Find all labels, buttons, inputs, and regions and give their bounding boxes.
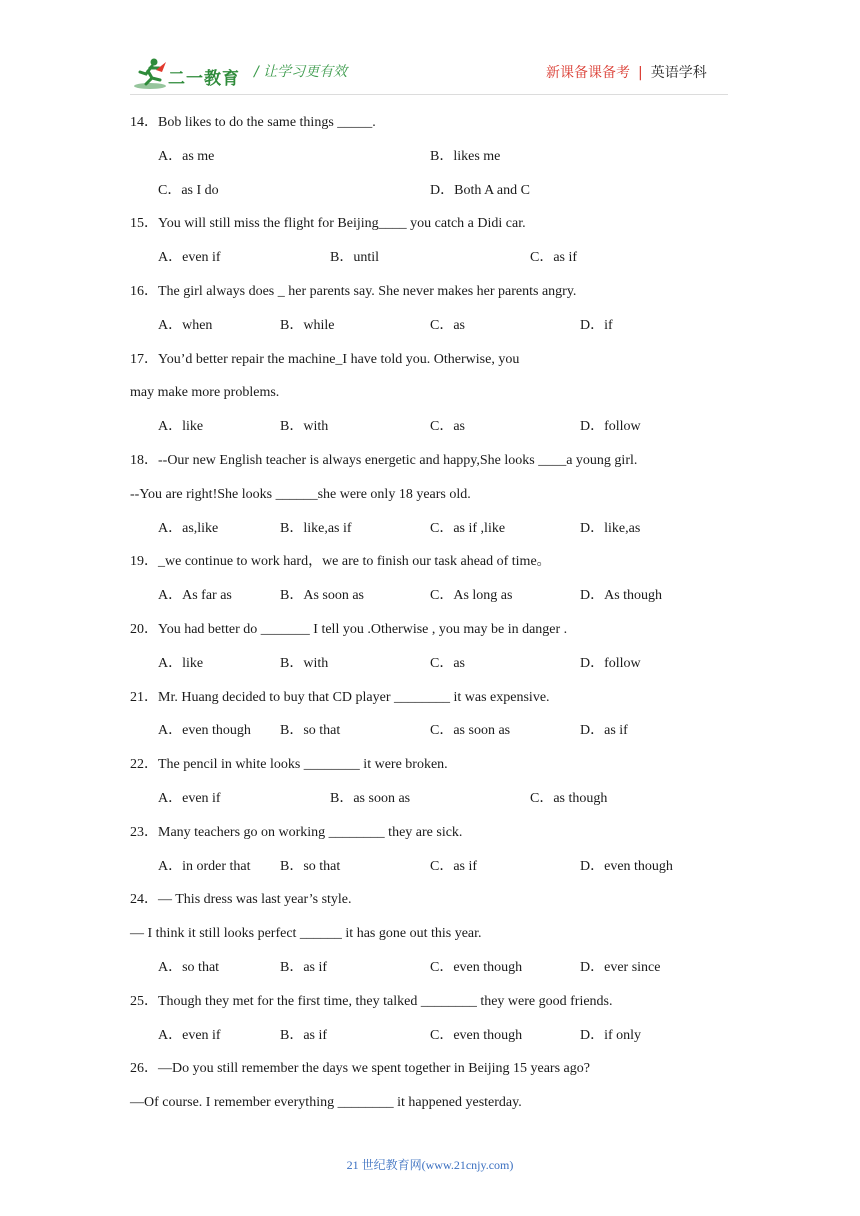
question-stem-continued: --You are right!She looks ______she were only 18 years old. <box>130 487 471 502</box>
answer-option: D．follow <box>580 419 641 434</box>
answer-option: C．as if ,like <box>430 521 506 536</box>
answer-option: D．ever since <box>580 960 661 975</box>
question-stem: 24．— This dress was last year’s style. <box>130 892 352 907</box>
question-stem: 15．You will still miss the flight for Beijing____ you catch a Didi car. <box>130 216 526 231</box>
answer-option: D．like,as <box>580 521 641 536</box>
question-stem: 17．You’d better repair the machine_I have told you. Otherwise, you <box>130 352 520 367</box>
answer-option: B．as soon as <box>330 791 411 806</box>
answer-option: D．even though <box>580 859 673 874</box>
question-stem: 22．The pencil in white looks ________ it were broken. <box>130 757 448 772</box>
answer-option: A．even if <box>158 791 221 806</box>
question-stem: 19．_we continue to work hard，we are to finish our task ahead of time。 <box>130 554 551 569</box>
answer-option: D．if only <box>580 1028 642 1043</box>
answer-option: D．if <box>580 318 613 333</box>
question-stem: 20．You had better do _______ I tell you .Otherwise , you may be in danger . <box>130 622 568 637</box>
answer-option: B．so that <box>280 859 341 874</box>
answer-option: C．as soon as <box>430 723 511 738</box>
answer-option: D．As though <box>580 588 663 603</box>
question-stem: 18．--Our new English teacher is always energetic and happy,She looks ____a young girl. <box>130 453 638 468</box>
answer-option: D．follow <box>580 656 641 671</box>
answer-option: A．so that <box>158 960 220 975</box>
answer-option: D．as if <box>580 723 628 738</box>
question-stem-continued: — I think it still looks perfect ______ it has gone out this year. <box>130 926 482 941</box>
slogan: / 让学习更有效 <box>254 64 348 80</box>
answer-option: A．even though <box>158 723 251 738</box>
subject-label: 英语学科 <box>650 65 707 81</box>
logo-text: 二一教育 <box>168 69 240 89</box>
answer-option: B．with <box>280 656 329 671</box>
answer-option: C．as though <box>530 791 608 806</box>
question-stem: 21．Mr. Huang decided to buy that CD player ________ it was expensive. <box>130 690 550 705</box>
answer-option: C．as if <box>530 250 578 265</box>
header-right <box>546 62 707 82</box>
answer-option: C．even though <box>430 960 523 975</box>
header-rule <box>130 94 728 95</box>
answer-option: B．with <box>280 419 329 434</box>
answer-option: A．in order that <box>158 859 251 874</box>
answer-option: A．even if <box>158 250 221 265</box>
answer-option: A．as,like <box>158 521 219 536</box>
answer-option: B．likes me <box>430 149 501 164</box>
answer-option: B．until <box>330 250 380 265</box>
page-header <box>0 0 860 100</box>
question-stem-continued: —Of course. I remember everything ________ it happened yesterday. <box>130 1095 522 1110</box>
answer-option: B．as if <box>280 1028 328 1043</box>
runner-icon <box>132 56 172 92</box>
question-stem-continued: may make more problems. <box>130 385 280 400</box>
question-stem: 26．—Do you still remember the days we spent together in Beijing 15 years ago? <box>130 1061 590 1076</box>
answer-option: A．As far as <box>158 588 232 603</box>
answer-option: C．even though <box>430 1028 523 1043</box>
answer-option: B．like,as if <box>280 521 352 536</box>
answer-option: C．as <box>430 656 465 671</box>
answer-option: B．as if <box>280 960 328 975</box>
answer-option: C．as if <box>430 859 478 874</box>
answer-option: D．Both A and C <box>430 183 530 198</box>
question-stem: 23．Many teachers go on working ________ they are sick. <box>130 825 463 840</box>
answer-option: A．even if <box>158 1028 221 1043</box>
answer-option: A．like <box>158 419 204 434</box>
exam-label: 新课备课备考 <box>546 65 630 81</box>
answer-option: C．as <box>430 318 465 333</box>
answer-option: C．as I do <box>158 183 219 198</box>
answer-option: B．As soon as <box>280 588 365 603</box>
page-footer: 21 世纪教育网(www.21cnjy.com) <box>346 1158 514 1172</box>
answer-option: C．as <box>430 419 465 434</box>
answer-option: A．like <box>158 656 204 671</box>
header-separator: | <box>638 65 643 81</box>
question-stem: 25．Though they met for the first time, they talked ________ they were good friends. <box>130 994 613 1009</box>
logo <box>132 56 244 92</box>
answer-option: B．while <box>280 318 335 333</box>
answer-option: A．when <box>158 318 213 333</box>
question-stem: 14．Bob likes to do the same things _____. <box>130 115 376 130</box>
answer-option: C．As long as <box>430 588 513 603</box>
answer-option: A．as me <box>158 149 215 164</box>
question-stem: 16．The girl always does _ her parents say. She never makes her parents angry. <box>130 284 577 299</box>
answer-option: B．so that <box>280 723 341 738</box>
